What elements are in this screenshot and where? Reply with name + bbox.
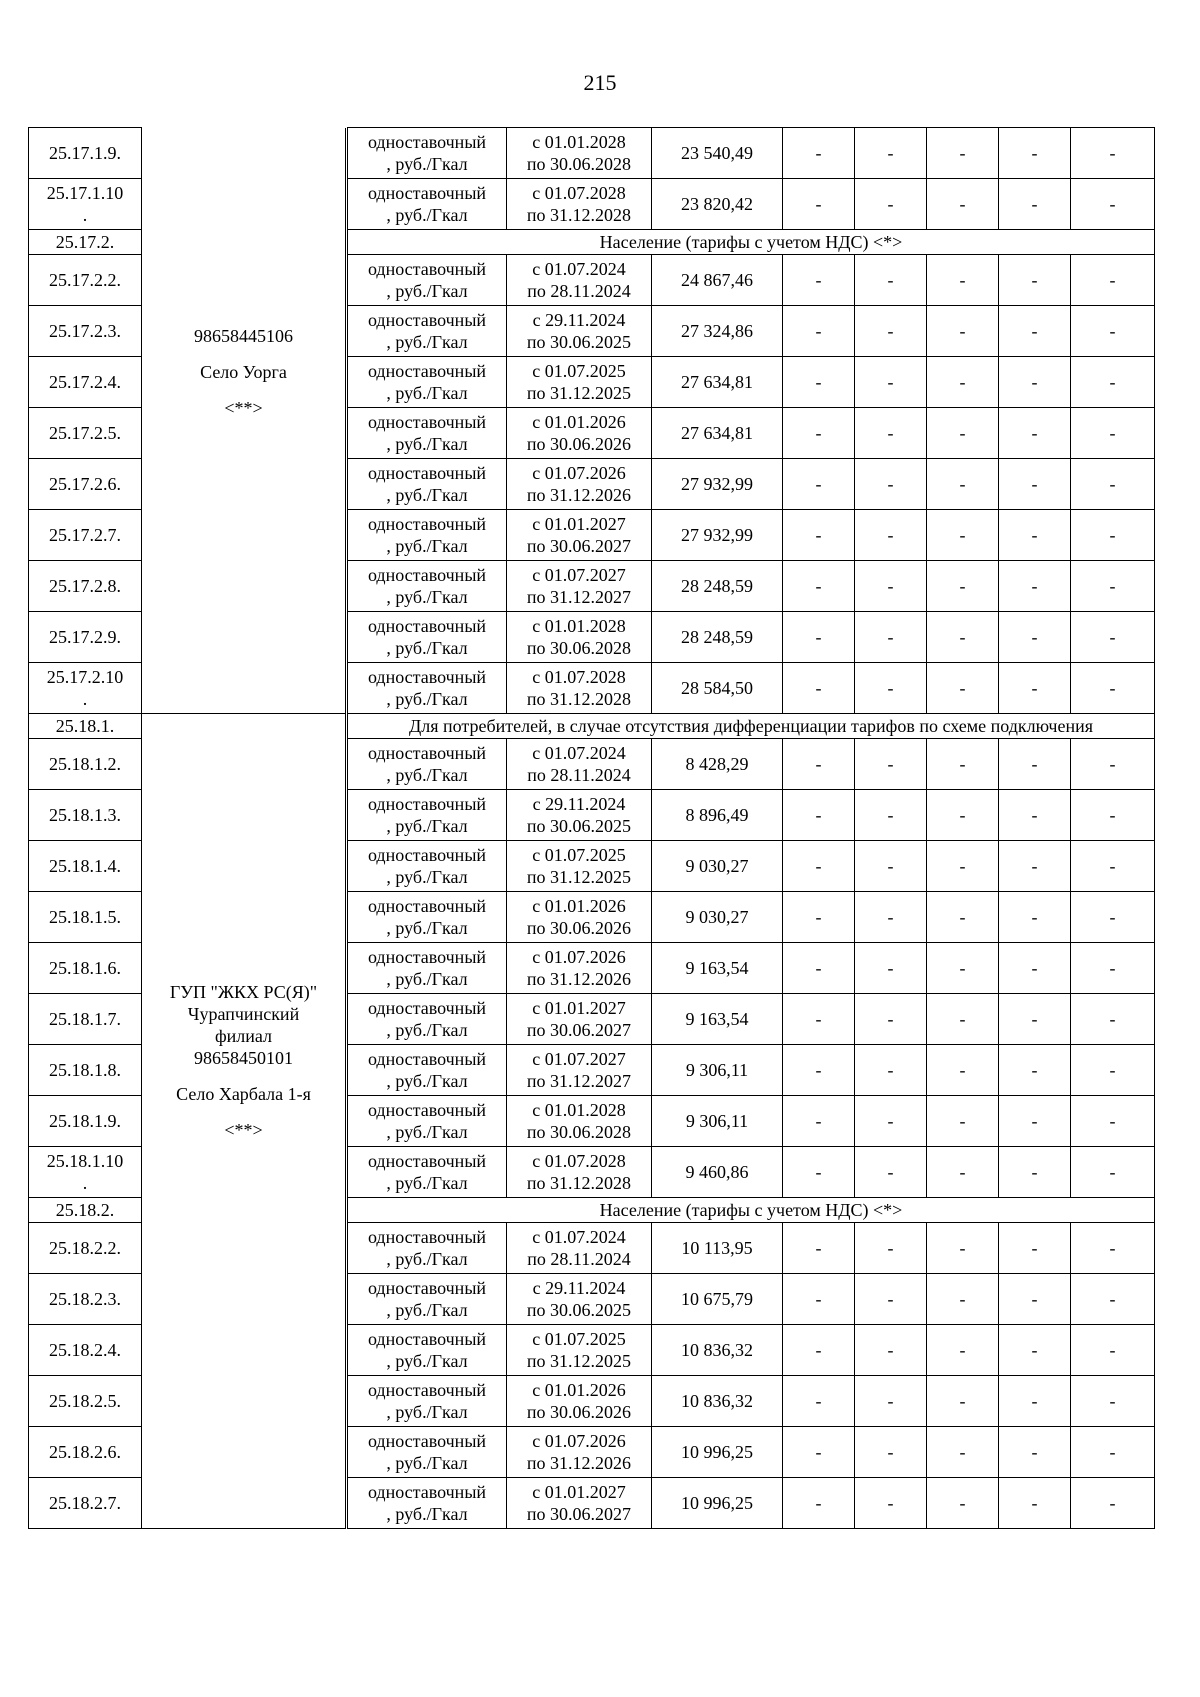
empty-value-dash: - [783,255,855,306]
tariff-value: 23 820,42 [652,179,783,230]
footnote-mark: <**> [224,398,263,419]
tariff-value: 10 675,79 [652,1274,783,1325]
tariff-period: с 01.07.2025 по 31.12.2025 [507,357,652,408]
empty-value-dash: - [1071,408,1155,459]
row-id: 25.18.1.6. [29,943,142,994]
empty-value-dash: - [927,1376,999,1427]
empty-value-dash: - [1071,255,1155,306]
tariff-period: с 01.07.2025 по 31.12.2025 [507,841,652,892]
tariff-type: одноставочный , руб./Гкал [348,1325,507,1376]
empty-value-dash: - [927,1427,999,1478]
tariff-type: одноставочный , руб./Гкал [348,790,507,841]
empty-value-dash: - [855,510,927,561]
empty-value-dash: - [927,1223,999,1274]
tariff-period: с 01.01.2027 по 30.06.2027 [507,1478,652,1529]
tariff-period: с 29.11.2024 по 30.06.2025 [507,306,652,357]
empty-value-dash: - [783,1147,855,1198]
tariff-type: одноставочный , руб./Гкал [348,841,507,892]
tariff-type: одноставочный , руб./Гкал [348,1376,507,1427]
tariff-type: одноставочный , руб./Гкал [348,892,507,943]
tariff-period: с 01.07.2028 по 31.12.2028 [507,1147,652,1198]
empty-value-dash: - [999,1147,1071,1198]
empty-value-dash: - [1071,892,1155,943]
tariff-period: с 01.07.2026 по 31.12.2026 [507,459,652,510]
empty-value-dash: - [783,1223,855,1274]
tariff-period: с 01.07.2024 по 28.11.2024 [507,1223,652,1274]
empty-value-dash: - [999,663,1071,714]
row-id: 25.17.2.4. [29,357,142,408]
empty-value-dash: - [1071,943,1155,994]
empty-value-dash: - [999,841,1071,892]
empty-value-dash: - [783,1427,855,1478]
empty-value-dash: - [783,357,855,408]
empty-value-dash: - [855,1147,927,1198]
empty-value-dash: - [855,255,927,306]
empty-value-dash: - [927,612,999,663]
empty-value-dash: - [855,892,927,943]
empty-value-dash: - [783,1325,855,1376]
empty-value-dash: - [999,1045,1071,1096]
tariff-value: 27 634,81 [652,357,783,408]
tariff-value: 9 030,27 [652,892,783,943]
empty-value-dash: - [927,408,999,459]
tariff-value: 24 867,46 [652,255,783,306]
row-id: 25.17.2.8. [29,561,142,612]
table-row [29,714,1155,739]
row-id: 25.18.1.5. [29,892,142,943]
row-id: 25.18.2. [29,1198,142,1223]
tariff-period: с 01.07.2024 по 28.11.2024 [507,739,652,790]
empty-value-dash: - [783,459,855,510]
empty-value-dash: - [1071,357,1155,408]
empty-value-dash: - [999,612,1071,663]
row-id: 25.17.1.10 . [29,179,142,230]
tariff-period: с 01.07.2027 по 31.12.2027 [507,1045,652,1096]
empty-value-dash: - [927,561,999,612]
empty-value-dash: - [927,1325,999,1376]
tariff-value: 27 932,99 [652,510,783,561]
empty-value-dash: - [999,128,1071,179]
tariff-period: с 01.07.2025 по 31.12.2025 [507,1325,652,1376]
tariff-period: с 01.01.2027 по 30.06.2027 [507,994,652,1045]
empty-value-dash: - [999,790,1071,841]
empty-value-dash: - [927,306,999,357]
empty-value-dash: - [783,306,855,357]
tariff-value: 8 428,29 [652,739,783,790]
okato-code: 98658445106 [194,326,293,347]
empty-value-dash: - [999,994,1071,1045]
empty-value-dash: - [1071,1274,1155,1325]
tariff-type: одноставочный , руб./Гкал [348,510,507,561]
tariff-type: одноставочный , руб./Гкал [348,1147,507,1198]
tariff-value: 8 896,49 [652,790,783,841]
tariff-type: одноставочный , руб./Гкал [348,943,507,994]
empty-value-dash: - [927,179,999,230]
empty-value-dash: - [855,408,927,459]
empty-value-dash: - [855,179,927,230]
row-id: 25.17.2.5. [29,408,142,459]
spacer [144,347,343,361]
empty-value-dash: - [855,459,927,510]
empty-value-dash: - [783,1274,855,1325]
empty-value-dash: - [999,179,1071,230]
tariff-type: одноставочный , руб./Гкал [348,179,507,230]
tariff-value: 9 163,54 [652,943,783,994]
empty-value-dash: - [855,1427,927,1478]
tariff-type: одноставочный , руб./Гкал [348,128,507,179]
row-id: 25.17.2.6. [29,459,142,510]
row-id: 25.18.1.7. [29,994,142,1045]
spacer [144,1105,343,1119]
tariff-type: одноставочный , руб./Гкал [348,612,507,663]
tariff-type: одноставочный , руб./Гкал [348,306,507,357]
empty-value-dash: - [783,892,855,943]
empty-value-dash: - [855,357,927,408]
empty-value-dash: - [855,128,927,179]
empty-value-dash: - [927,790,999,841]
empty-value-dash: - [927,459,999,510]
tariff-value: 9 460,86 [652,1147,783,1198]
empty-value-dash: - [855,1045,927,1096]
tariff-value: 27 324,86 [652,306,783,357]
empty-value-dash: - [999,1096,1071,1147]
table-row [29,128,1155,179]
empty-value-dash: - [1071,306,1155,357]
empty-value-dash: - [1071,1223,1155,1274]
row-id: 25.17.2.3. [29,306,142,357]
empty-value-dash: - [999,1427,1071,1478]
empty-value-dash: - [927,510,999,561]
empty-value-dash: - [1071,1376,1155,1427]
empty-value-dash: - [1071,994,1155,1045]
empty-value-dash: - [855,790,927,841]
empty-value-dash: - [927,1045,999,1096]
empty-value-dash: - [999,306,1071,357]
empty-value-dash: - [927,739,999,790]
empty-value-dash: - [855,994,927,1045]
row-id: 25.17.2.7. [29,510,142,561]
spacer [144,1069,343,1083]
empty-value-dash: - [999,408,1071,459]
tariff-type: одноставочный , руб./Гкал [348,408,507,459]
tariff-type: одноставочный , руб./Гкал [348,739,507,790]
empty-value-dash: - [1071,1096,1155,1147]
tariff-value: 28 584,50 [652,663,783,714]
empty-value-dash: - [783,179,855,230]
tariff-type: одноставочный , руб./Гкал [348,663,507,714]
row-id: 25.17.2.9. [29,612,142,663]
empty-value-dash: - [927,1096,999,1147]
empty-value-dash: - [1071,739,1155,790]
tariff-period: с 01.07.2026 по 31.12.2026 [507,1427,652,1478]
tariff-value: 9 306,11 [652,1045,783,1096]
org-cell-uorga [142,128,346,714]
empty-value-dash: - [855,1376,927,1427]
tariff-period: с 29.11.2024 по 30.06.2025 [507,1274,652,1325]
empty-value-dash: - [1071,612,1155,663]
empty-value-dash: - [783,943,855,994]
empty-value-dash: - [783,841,855,892]
empty-value-dash: - [1071,1045,1155,1096]
village-name: Село Харбала 1-я [176,1084,311,1104]
empty-value-dash: - [927,943,999,994]
tariff-value: 27 932,99 [652,459,783,510]
empty-value-dash: - [783,1096,855,1147]
empty-value-dash: - [927,357,999,408]
row-id: 25.18.1.9. [29,1096,142,1147]
empty-value-dash: - [927,255,999,306]
empty-value-dash: - [999,1376,1071,1427]
row-id: 25.17.2.10 . [29,663,142,714]
tariff-type: одноставочный , руб./Гкал [348,1478,507,1529]
empty-value-dash: - [855,841,927,892]
row-id: 25.18.2.3. [29,1274,142,1325]
tariff-value: 28 248,59 [652,561,783,612]
empty-value-dash: - [1071,790,1155,841]
empty-value-dash: - [1071,663,1155,714]
tariff-period: с 01.07.2028 по 31.12.2028 [507,179,652,230]
empty-value-dash: - [783,1045,855,1096]
empty-value-dash: - [1071,1325,1155,1376]
row-id: 25.18.2.7. [29,1478,142,1529]
row-id: 25.18.1.2. [29,739,142,790]
row-id: 25.18.2.5. [29,1376,142,1427]
empty-value-dash: - [1071,1147,1155,1198]
empty-value-dash: - [999,561,1071,612]
tariff-period: с 01.01.2026 по 30.06.2026 [507,1376,652,1427]
tariff-period: с 01.07.2026 по 31.12.2026 [507,943,652,994]
row-id: 25.18.1.3. [29,790,142,841]
empty-value-dash: - [1071,459,1155,510]
row-id: 25.18.2.4. [29,1325,142,1376]
empty-value-dash: - [999,459,1071,510]
row-id: 25.18.1.8. [29,1045,142,1096]
empty-value-dash: - [783,408,855,459]
empty-value-dash: - [927,892,999,943]
tariff-type: одноставочный , руб./Гкал [348,255,507,306]
row-id: 25.18.2.6. [29,1427,142,1478]
empty-value-dash: - [783,663,855,714]
empty-value-dash: - [927,1478,999,1529]
tariff-type: одноставочный , руб./Гкал [348,1427,507,1478]
row-id: 25.18.1. [29,714,142,739]
empty-value-dash: - [855,943,927,994]
tariff-type: одноставочный , руб./Гкал [348,1223,507,1274]
empty-value-dash: - [783,1478,855,1529]
org-info-uorga [144,325,343,419]
empty-value-dash: - [927,994,999,1045]
empty-value-dash: - [783,612,855,663]
empty-value-dash: - [855,739,927,790]
empty-value-dash: - [999,943,1071,994]
tariff-table [28,127,1155,1529]
tariff-period: с 01.01.2028 по 30.06.2028 [507,128,652,179]
empty-value-dash: - [999,1223,1071,1274]
empty-value-dash: - [783,561,855,612]
empty-value-dash: - [1071,841,1155,892]
row-id: 25.18.1.4. [29,841,142,892]
org-name: ГУП "ЖКХ РС(Я)" Чурапчинский филиал [169,982,318,1046]
tariff-value: 10 836,32 [652,1376,783,1427]
org-info-kharbala [144,981,343,1141]
tariff-period: с 01.01.2028 по 30.06.2028 [507,612,652,663]
tariff-value: 9 306,11 [652,1096,783,1147]
row-id: 25.17.1.9. [29,128,142,179]
tariff-value: 10 836,32 [652,1325,783,1376]
tariff-value: 10 996,25 [652,1478,783,1529]
empty-value-dash: - [783,994,855,1045]
tariff-period: с 01.07.2027 по 31.12.2027 [507,561,652,612]
empty-value-dash: - [999,739,1071,790]
empty-value-dash: - [783,739,855,790]
tariff-value: 10 996,25 [652,1427,783,1478]
row-id: 25.18.2.2. [29,1223,142,1274]
empty-value-dash: - [927,1147,999,1198]
empty-value-dash: - [855,1274,927,1325]
empty-value-dash: - [1071,561,1155,612]
empty-value-dash: - [999,357,1071,408]
empty-value-dash: - [1071,1478,1155,1529]
tariff-period: с 01.01.2028 по 30.06.2028 [507,1096,652,1147]
tariff-period: с 01.01.2026 по 30.06.2026 [507,892,652,943]
empty-value-dash: - [927,128,999,179]
empty-value-dash: - [927,1274,999,1325]
tariff-period: с 01.01.2027 по 30.06.2027 [507,510,652,561]
tariff-period: с 01.07.2024 по 28.11.2024 [507,255,652,306]
page-number: 215 [583,70,617,95]
empty-value-dash: - [999,1478,1071,1529]
empty-value-dash: - [855,561,927,612]
row-id: 25.17.2. [29,230,142,255]
row-id: 25.18.1.10 . [29,1147,142,1198]
village-name: Село Уорга [200,362,287,383]
tariff-period: с 29.11.2024 по 30.06.2025 [507,790,652,841]
tariff-value: 23 540,49 [652,128,783,179]
empty-value-dash: - [855,612,927,663]
tariff-type: одноставочный , руб./Гкал [348,1096,507,1147]
tariff-value: 9 030,27 [652,841,783,892]
empty-value-dash: - [783,128,855,179]
empty-value-dash: - [783,510,855,561]
tariff-value: 9 163,54 [652,994,783,1045]
empty-value-dash: - [855,306,927,357]
tariff-period: с 01.01.2026 по 30.06.2026 [507,408,652,459]
footnote-mark: <**> [224,1120,263,1140]
tariff-type: одноставочный , руб./Гкал [348,561,507,612]
empty-value-dash: - [999,892,1071,943]
tariff-value: 27 634,81 [652,408,783,459]
tariff-type: одноставочный , руб./Гкал [348,1274,507,1325]
empty-value-dash: - [855,663,927,714]
spacer [144,383,343,397]
empty-value-dash: - [783,790,855,841]
tariff-type: одноставочный , руб./Гкал [348,357,507,408]
tariff-value: 10 113,95 [652,1223,783,1274]
tariff-period: с 01.07.2028 по 31.12.2028 [507,663,652,714]
empty-value-dash: - [855,1223,927,1274]
tariff-type: одноставочный , руб./Гкал [348,1045,507,1096]
tariff-type: одноставочный , руб./Гкал [348,994,507,1045]
empty-value-dash: - [1071,128,1155,179]
empty-value-dash: - [927,663,999,714]
empty-value-dash: - [999,1274,1071,1325]
tariff-value: 28 248,59 [652,612,783,663]
section-header: Население (тарифы с учетом НДС) <*> [348,230,1155,255]
empty-value-dash: - [999,1325,1071,1376]
section-header: Население (тарифы с учетом НДС) <*> [348,1198,1155,1223]
empty-value-dash: - [855,1478,927,1529]
org-cell-kharbala [142,714,346,1529]
empty-value-dash: - [999,510,1071,561]
empty-value-dash: - [1071,1427,1155,1478]
empty-value-dash: - [999,255,1071,306]
empty-value-dash: - [783,1376,855,1427]
empty-value-dash: - [855,1096,927,1147]
section-header: Для потребителей, в случае отсутствия дифференциации тарифов по схеме подключения [348,714,1155,739]
tariff-type: одноставочный , руб./Гкал [348,459,507,510]
empty-value-dash: - [927,841,999,892]
empty-value-dash: - [1071,179,1155,230]
row-id: 25.17.2.2. [29,255,142,306]
empty-value-dash: - [1071,510,1155,561]
okato-code: 98658450101 [194,1048,293,1068]
empty-value-dash: - [855,1325,927,1376]
